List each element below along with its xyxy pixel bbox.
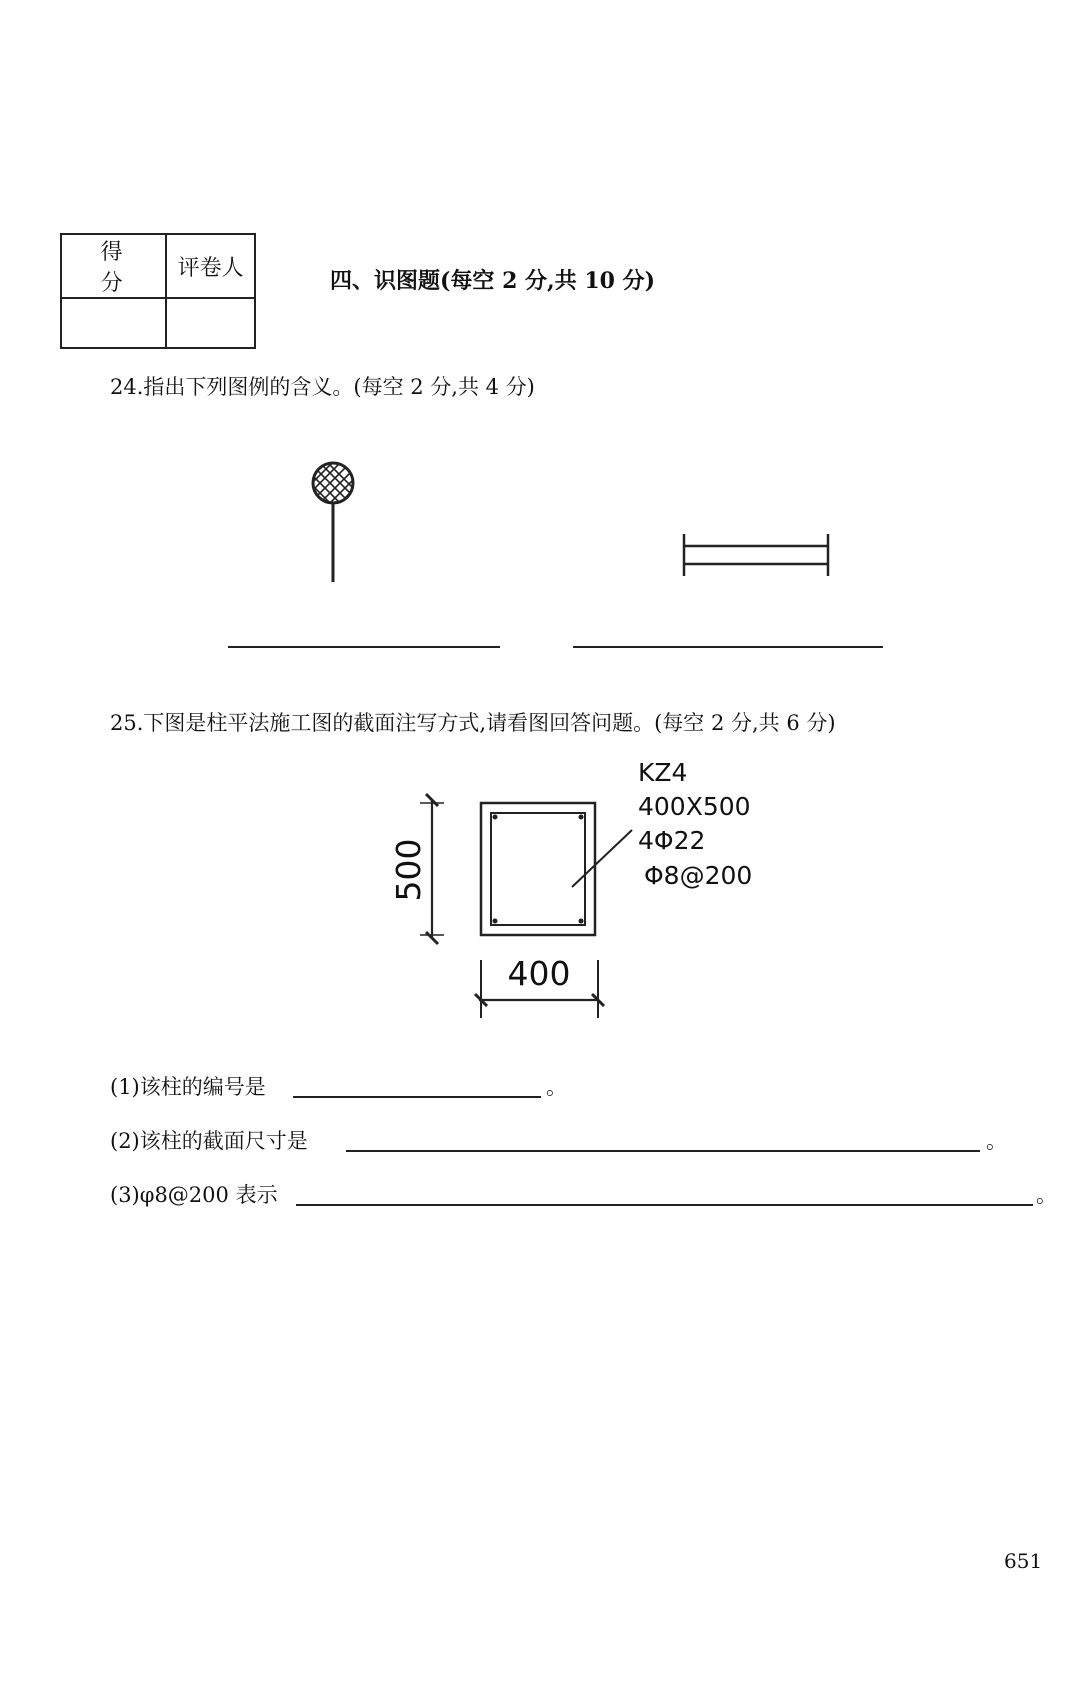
sub-question-3: (3)φ8@200 表示 xyxy=(110,1183,278,1207)
sub-question-2-blank[interactable] xyxy=(346,1150,980,1152)
sub-question-2: (2)该柱的截面尺寸是 xyxy=(110,1129,308,1153)
corner-bar-3 xyxy=(493,919,498,924)
sub-question-3-period: 。 xyxy=(1036,1183,1057,1207)
column-size-label: 400X500 xyxy=(638,792,751,821)
question-25-text: 25.下图是柱平法施工图的截面注写方式,请看图回答问题。(每空 2 分,共 6 分) xyxy=(110,711,836,735)
stirrup-outline xyxy=(491,813,585,925)
sub-question-2-period: 。 xyxy=(986,1129,1007,1153)
sub-question-1-period: 。 xyxy=(546,1075,567,1099)
corner-bar-4 xyxy=(579,919,584,924)
height-dimension-label: 500 xyxy=(389,838,428,902)
sub-question-1-blank[interactable] xyxy=(293,1096,541,1098)
main-rebar-label: 4Φ22 xyxy=(638,826,706,855)
page-number: 651 xyxy=(1004,1549,1043,1573)
column-code-label: KZ4 xyxy=(638,758,688,787)
width-dimension-label: 400 xyxy=(507,954,571,993)
leader-line xyxy=(572,830,632,887)
question-24-text: 24.指出下列图例的含义。(每空 2 分,共 4 分) xyxy=(110,375,535,399)
corner-bar-1 xyxy=(493,815,498,820)
grader-label: 评卷人 xyxy=(166,234,255,298)
corner-bar-2 xyxy=(579,815,584,820)
column-outline xyxy=(481,803,595,935)
sub-question-1: (1)该柱的编号是 xyxy=(110,1075,266,1099)
score-label: 得 分 xyxy=(61,234,166,298)
section-title: 四、识图题(每空 2 分,共 10 分) xyxy=(330,268,656,294)
stirrup-label: Φ8@200 xyxy=(644,861,753,890)
sub-question-3-blank[interactable] xyxy=(296,1204,1033,1206)
